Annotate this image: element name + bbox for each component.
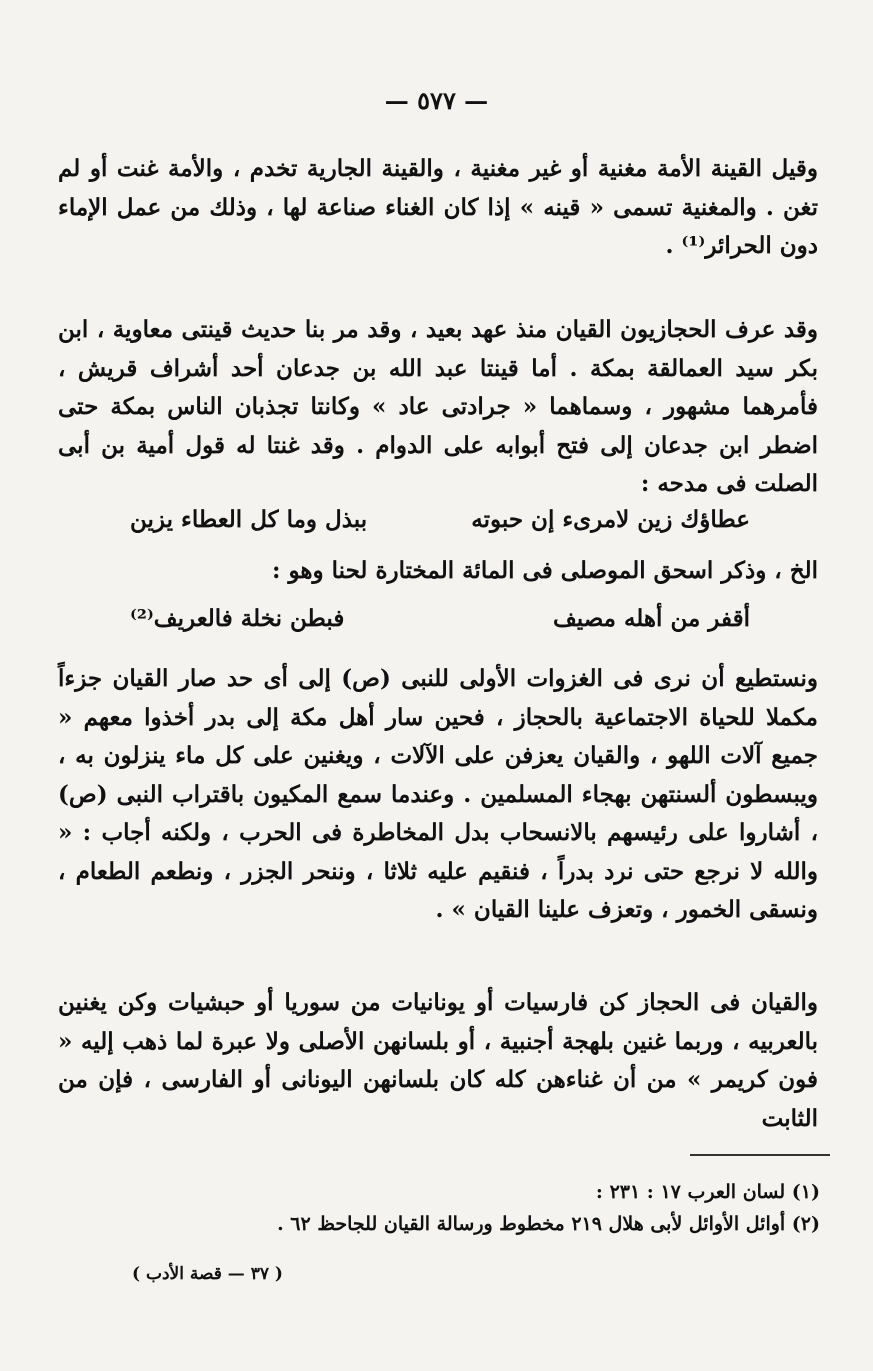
footnote-1: (١) لسان العرب ١٧ : ٢٣١ :	[595, 1181, 820, 1203]
verse-1	[130, 506, 750, 533]
verse-1-first-hemistich: عطاؤك زين لامرىء إن حبوته	[471, 506, 750, 533]
verse-2-second-hemistich: فبطن نخلة فالعريف⁽²⁾	[130, 605, 345, 632]
verse-1-second-hemistich: ببذل وما كل العطاء يزين	[130, 506, 368, 533]
footnote-2: (٢) أوائل الأوائل لأبى هلال ٢١٩ مخطوط ورسالة القيان للجاحظ ٦٢ .	[277, 1213, 820, 1235]
signature-line: ( ٣٧ — قصة الأدب )	[132, 1264, 283, 1284]
page-number: — ٥٧٧ —	[384, 86, 489, 115]
paragraph-2: وقد عرف الحجازيون القيان منذ عهد بعيد ، وقد مر بنا حديث قينتى معاوية ، ابن بكر سيد العمالقة بمكة . أما قينتا عبد الله بن جدعان أحد أشراف قريش ، فأمرهما مشهور ، وسماهما « جرادتى عاد » وكانتا تجذبان الناس بمكة حتى اضطر ابن جدعان إلى فتح أبوابه على الدوام . وقد غنتا له قول أمية بن أبى الصلت فى مدحه :	[58, 316, 818, 497]
paragraph-4: والقيان فى الحجاز كن فارسيات أو يونانيات من سوريا أو حبشيات وكن يغنين بالعربيه ، وربما غنين بلهجة أجنبية ، أو بلسانهن الأصلى ولا عبرة لما ذهب إليه « فون كريمر » من أن غناءهن كله كان بلسانهن اليونانى أو الفارسى ، فإن من الثابت	[58, 989, 818, 1132]
verse-2-first-hemistich: أقفر من أهله مصيف	[552, 605, 750, 632]
paragraph-3: ونستطيع أن نرى فى الغزوات الأولى للنبى (ص) إلى أى حد صار القيان جزءاً مكملا للحياة الاجتماعية بالحجاز ، فحين سار أهل مكة إلى بدر أخذوا معهم « جميع آلات اللهو ، والقيان يعزفن على الآلات ، ويغنين على كل ماء ينزلون به ، ويبسطون ألسنتهن بهجاء المسلمين . وعندما سمع المكيون باقتراب النبى (ص) ، أشاروا على رئيسهم بالانسحاب بدل المخاطرة فى الحرب ، ولكنه أجاب : « والله لا نرجع حتى نرد بدراً ، فنقيم عليه ثلاثا ، وننحر الجزر ، ونطعم الطعام ، ونسقى الخمور ، وتعزف علينا القيان » .	[58, 665, 818, 923]
verse-2	[130, 605, 750, 632]
footnotes	[120, 1176, 820, 1240]
footnote-divider	[690, 1154, 830, 1156]
verse-intro-line: الخ ، وذكر اسحق الموصلى فى المائة المختارة لحنا وهو :	[272, 557, 818, 584]
paragraph-1: وقيل القينة الأمة مغنية أو غير مغنية ، والقينة الجارية تخدم ، والأمة غنت أو لم تغن . والمغنية تسمى « قينه » إذا كان الغناء صناعة لها ، وذلك من عمل الإماء دون الحرائر⁽¹⁾ .	[58, 155, 818, 259]
